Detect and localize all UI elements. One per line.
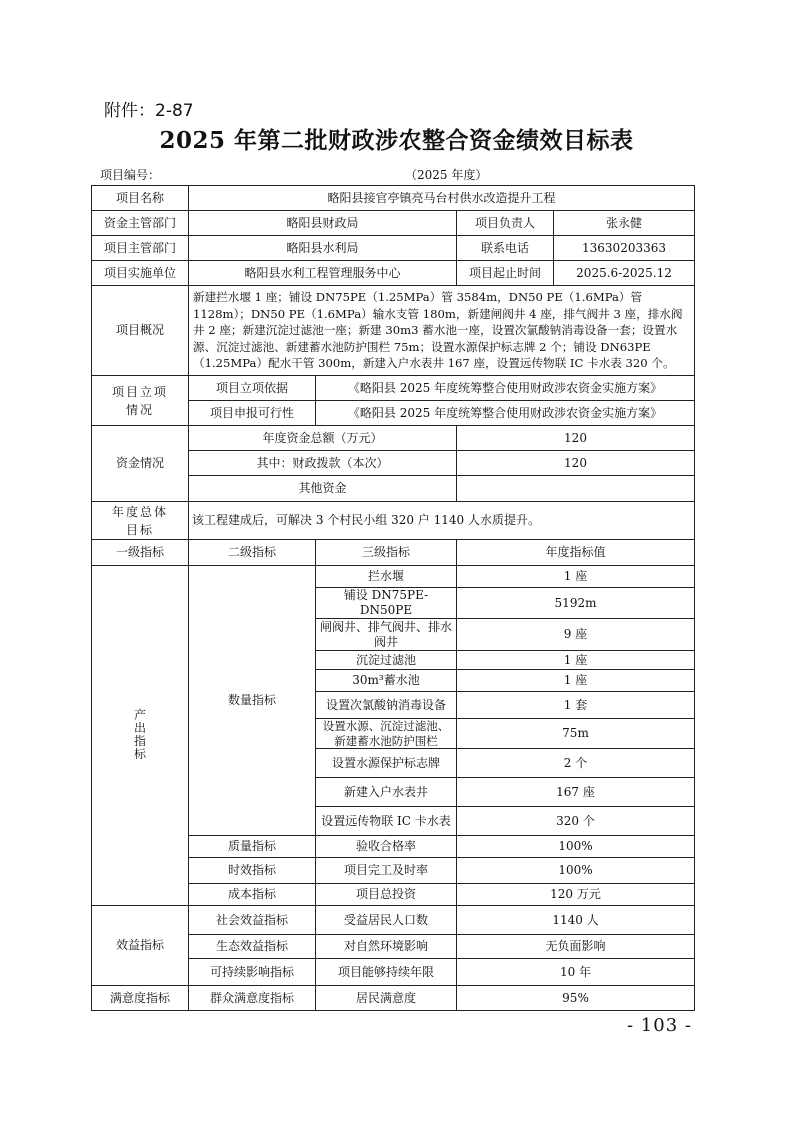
quantity-item-name: 30m³蓄水池 bbox=[316, 670, 457, 692]
timeliness-indicator-label: 时效指标 bbox=[189, 858, 316, 884]
social-item-value: 1140 人 bbox=[457, 906, 695, 935]
row-indicator-header bbox=[92, 540, 695, 566]
annual-goal-label bbox=[92, 502, 189, 540]
sustain-item-name: 项目能够持续年限 bbox=[316, 959, 457, 986]
feasibility-value: 《略阳县 2025 年度统筹整合使用财政涉农资金实施方案》 bbox=[316, 401, 695, 426]
row-fund-total bbox=[92, 426, 695, 451]
quality-item-name: 验收合格率 bbox=[316, 836, 457, 858]
overview-text: 新建拦水堰 1 座；铺设 DN75PE（1.25MPa）管 3584m，DN50 PE（1.6MPa）管 1128m）；DN50 PE（1.6MPa）输水支管 180m，新建闸阀井 4 座，排气阀井 3 座，排水阀井 2 座；新建沉淀过滤池一座；新建 30m3 蓄水池一座，设置次氯酸钠消毒设备一套；设置水源、沉淀过滤池、新建蓄水池防护围栏 75m；设置水源保护标志牌 2 个；铺设 DN63PE（1.25MPa）配水干管 300m，新建入户水表井 167 座，设置远传物联 IC 卡水表 320 个。 bbox=[189, 286, 695, 376]
eco-item-name: 对自然环境影响 bbox=[316, 935, 457, 959]
funds-label: 资金情况 bbox=[92, 426, 189, 502]
quantity-item-value: 2 个 bbox=[457, 749, 695, 778]
leader-label: 项目负责人 bbox=[457, 211, 554, 236]
implementing-unit-value: 略阳县水利工程管理服务中心 bbox=[189, 261, 457, 286]
fund-fiscal-value: 120 bbox=[457, 451, 695, 476]
timeliness-item-value: 100% bbox=[457, 858, 695, 884]
quantity-item-value: 1 座 bbox=[457, 651, 695, 670]
quantity-item-name: 拦水堰 bbox=[316, 566, 457, 588]
phone-value: 13630203363 bbox=[554, 236, 695, 261]
attachment-label: 附件：2-87 bbox=[104, 101, 194, 121]
row-fund-dept bbox=[92, 211, 695, 236]
overview-label: 项目概况 bbox=[92, 286, 189, 376]
fund-fiscal-label: 其中：财政拨款（本次） bbox=[189, 451, 457, 476]
timeliness-item-name: 项目完工及时率 bbox=[316, 858, 457, 884]
eco-item-value: 无负面影响 bbox=[457, 935, 695, 959]
approval-label-text: 项目立项情况 bbox=[112, 384, 169, 417]
header-value: 年度指标值 bbox=[457, 540, 695, 566]
approval-basis-label: 项目立项依据 bbox=[189, 376, 316, 401]
fund-total-label: 年度资金总额（万元） bbox=[189, 426, 457, 451]
quantity-item-name: 设置远传物联 IC 卡水表 bbox=[316, 807, 457, 836]
row-project-name bbox=[92, 186, 695, 211]
fund-dept-value: 略阳县财政局 bbox=[189, 211, 457, 236]
period-value: 2025.6-2025.12 bbox=[554, 261, 695, 286]
row-overview bbox=[92, 286, 695, 376]
cost-item-name: 项目总投资 bbox=[316, 884, 457, 906]
project-name-value: 略阳县接官亭镇亮马台村供水改造提升工程 bbox=[189, 186, 695, 211]
quality-item-value: 100% bbox=[457, 836, 695, 858]
table-row bbox=[92, 566, 695, 588]
quantity-item-value: 75m bbox=[457, 719, 695, 749]
quantity-indicator-label: 数量指标 bbox=[189, 566, 316, 836]
project-dept-value: 略阳县水利局 bbox=[189, 236, 457, 261]
feasibility-label: 项目申报可行性 bbox=[189, 401, 316, 426]
header-level1: 一级指标 bbox=[92, 540, 189, 566]
quantity-item-name: 新建入户水表井 bbox=[316, 778, 457, 807]
eco-indicator-label: 生态效益指标 bbox=[189, 935, 316, 959]
cost-indicator-label: 成本指标 bbox=[189, 884, 316, 906]
quantity-item-value: 9 座 bbox=[457, 619, 695, 651]
fund-dept-label: 资金主管部门 bbox=[92, 211, 189, 236]
row-project-dept bbox=[92, 236, 695, 261]
fund-other-label: 其他资金 bbox=[189, 476, 457, 502]
header-level2: 二级指标 bbox=[189, 540, 316, 566]
cost-item-value: 120 万元 bbox=[457, 884, 695, 906]
satisfaction-indicator-label: 满意度指标 bbox=[92, 986, 189, 1011]
year-label: （2025 年度） bbox=[405, 168, 488, 182]
row-approval-basis bbox=[92, 376, 695, 401]
quantity-item-name: 闸阀井、排气阀井、排水阀井 bbox=[316, 619, 457, 651]
quality-indicator-label: 质量指标 bbox=[189, 836, 316, 858]
annual-goal-label-text: 年度总体目标 bbox=[112, 504, 169, 537]
quantity-item-name: 设置水源、沉淀过滤池、新建蓄水池防护围栏 bbox=[316, 719, 457, 749]
quantity-item-name: 设置次氯酸钠消毒设备 bbox=[316, 692, 457, 719]
quantity-item-value: 167 座 bbox=[457, 778, 695, 807]
project-dept-label: 项目主管部门 bbox=[92, 236, 189, 261]
quantity-item-value: 1 座 bbox=[457, 566, 695, 588]
satisfaction-item-value: 95% bbox=[457, 986, 695, 1011]
table-row bbox=[92, 986, 695, 1011]
project-name-label: 项目名称 bbox=[92, 186, 189, 211]
annual-goal-text: 该工程建成后，可解决 3 个村民小组 320 户 1140 人水质提升。 bbox=[189, 502, 695, 540]
social-item-name: 受益居民人口数 bbox=[316, 906, 457, 935]
leader-value: 张永健 bbox=[554, 211, 695, 236]
quantity-item-value: 1 座 bbox=[457, 670, 695, 692]
fund-total-value: 120 bbox=[457, 426, 695, 451]
implementing-unit-label: 项目实施单位 bbox=[92, 261, 189, 286]
approval-label bbox=[92, 376, 189, 426]
page-number: - 103 - bbox=[627, 1015, 692, 1036]
output-indicator-text: 产出指标 bbox=[133, 707, 146, 762]
period-label: 项目起止时间 bbox=[457, 261, 554, 286]
quantity-item-value: 1 套 bbox=[457, 692, 695, 719]
quantity-item-name: 铺设 DN75PE-DN50PE bbox=[316, 588, 457, 619]
sustain-item-value: 10 年 bbox=[457, 959, 695, 986]
output-indicator-label bbox=[92, 566, 189, 906]
approval-basis-value: 《略阳县 2025 年度统筹整合使用财政涉农资金实施方案》 bbox=[316, 376, 695, 401]
satisfaction-item-name: 居民满意度 bbox=[316, 986, 457, 1011]
phone-label: 联系电话 bbox=[457, 236, 554, 261]
row-annual-goal bbox=[92, 502, 695, 540]
performance-target-table bbox=[91, 185, 695, 1011]
fund-other-value bbox=[457, 476, 695, 502]
row-implementing-unit bbox=[92, 261, 695, 286]
project-number-label: 项目编号： bbox=[100, 168, 161, 182]
social-indicator-label: 社会效益指标 bbox=[189, 906, 316, 935]
quantity-item-name: 设置水源保护标志牌 bbox=[316, 749, 457, 778]
sustain-indicator-label: 可持续影响指标 bbox=[189, 959, 316, 986]
quantity-item-value: 5192m bbox=[457, 588, 695, 619]
benefit-indicator-label: 效益指标 bbox=[92, 906, 189, 986]
page-title: 2025 年第二批财政涉农整合资金绩效目标表 bbox=[159, 127, 634, 154]
quantity-item-name: 沉淀过滤池 bbox=[316, 651, 457, 670]
header-level3: 三级指标 bbox=[316, 540, 457, 566]
quantity-item-value: 320 个 bbox=[457, 807, 695, 836]
public-satisfaction-label: 群众满意度指标 bbox=[189, 986, 316, 1011]
table-row bbox=[92, 906, 695, 935]
